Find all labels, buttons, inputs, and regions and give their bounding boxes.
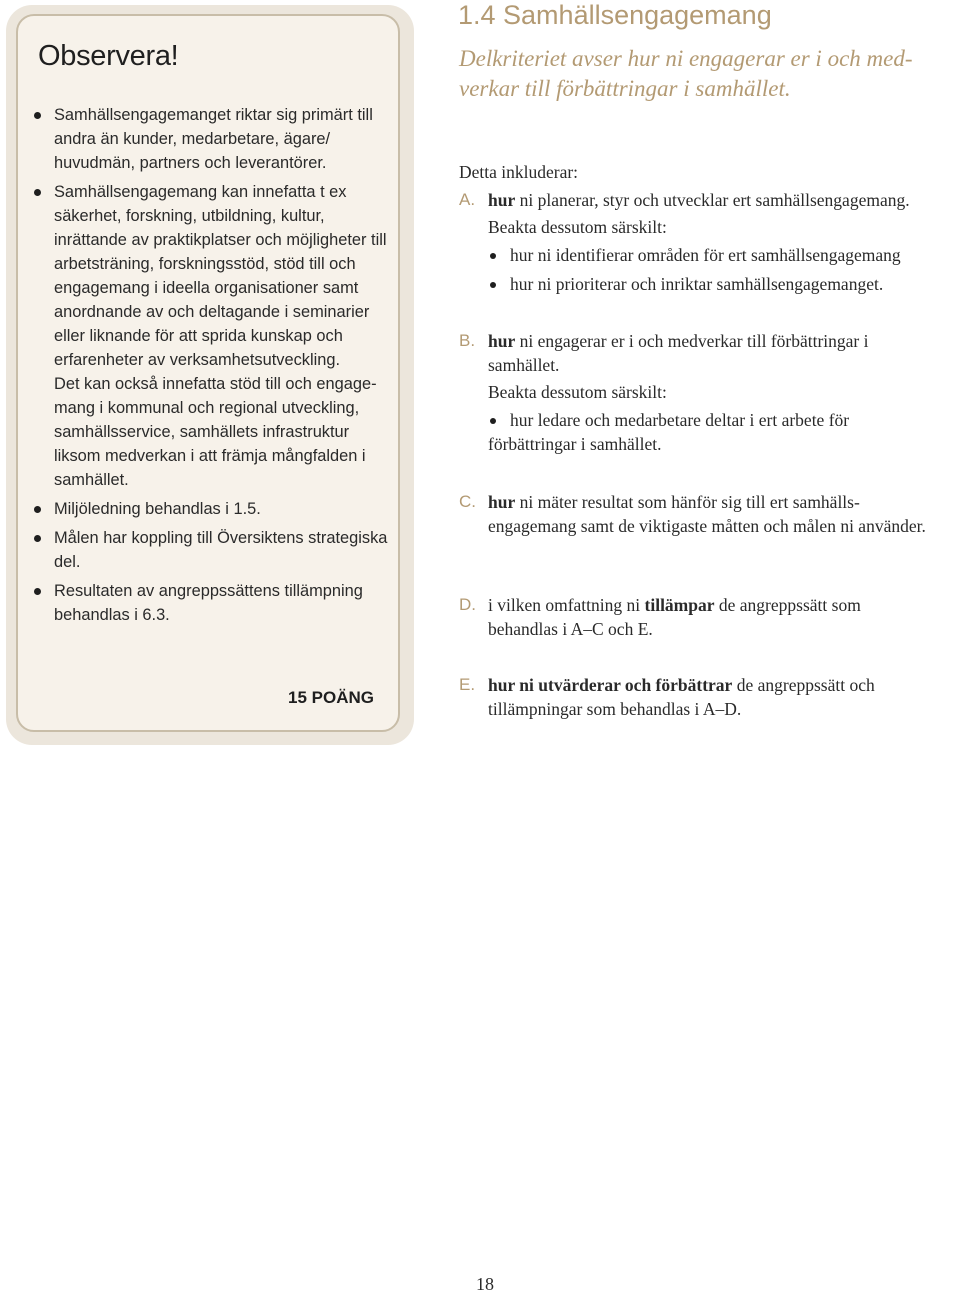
includes-label: Detta inkluderar: [459, 162, 579, 182]
criterion-bold: hur [488, 331, 516, 351]
list-item: hur ni identifierar områden för ert samhällsengagemang [488, 243, 929, 267]
criterion-letter: E. [459, 675, 476, 694]
list-item [34, 103, 396, 175]
bullet-icon [34, 189, 41, 196]
section-title: 1.4 Samhällsengagemang [458, 0, 772, 30]
page-number: 18 [476, 1274, 494, 1294]
criterion-bold: hur [488, 190, 516, 210]
criterion-letter: C. [459, 492, 476, 511]
observera-list [34, 103, 396, 632]
bullet-icon [490, 418, 496, 424]
bullet-icon [34, 506, 41, 513]
criterion-text: hur ni utvärderar och förbättrar de angreppssätt och tillämpningar som behandlas i A–D. [488, 675, 875, 719]
list-item-text: Samhällsengagemang kan innefatta t ex säkerhet, forskning, utbildning, kultur, inrättande av praktikplatser och möjligheter till arbetsträning, forskningsstöd, stöd till och engagemang i ideella organisationer samt anordnande av och deltagande i seminarier eller liknande för att sprida kunskap och erfarenheter av verksamhetsutveckling. [54, 183, 387, 369]
bullet-icon [490, 282, 496, 288]
list-item-text: Målen har koppling till Översiktens strategiska del. [54, 529, 388, 571]
criterion-bold: hur ni utvärderar och förbättrar [488, 675, 733, 695]
criterion-letter: B. [459, 331, 476, 350]
bullet-icon [34, 588, 41, 595]
list-item [34, 526, 396, 574]
list-item [34, 180, 396, 492]
criterion-bold: tillämpar [644, 595, 715, 615]
list-item-continuation: Det kan också innefatta stöd till och engage-mang i kommunal och regional utveckling, samhällsservice, samhällets infrastruktur liksom medverkan i att främja mångfalden i samhället. [54, 375, 377, 489]
bullet-icon [34, 112, 41, 119]
list-item [34, 497, 396, 521]
bullet-icon [490, 253, 496, 259]
observera-title: Observera! [38, 40, 179, 72]
criterion-c [459, 490, 929, 538]
criterion-bullets [488, 243, 929, 296]
list-item-text: Miljöledning behandlas i 1.5. [54, 500, 261, 518]
criterion-letter: D. [459, 595, 476, 614]
criterion-bullets [488, 408, 929, 456]
criterion-b [459, 329, 929, 461]
criterion-text: hur ni mäter resultat som hänför sig till ert samhälls-engagemang samt de viktigaste måtten och målen ni använder. [488, 492, 926, 536]
criterion-bold: hur [488, 492, 516, 512]
criterion-letter: A. [459, 190, 476, 209]
list-item: hur ni prioriterar och inriktar samhällsengagemanget. [488, 272, 929, 296]
section-subtitle: Delkriteriet avser hur ni engagerar er i och med-verkar till förbättringar i samhället. [459, 46, 913, 101]
list-item-text: Resultaten av angreppssättens tillämpning behandlas i 6.3. [54, 582, 363, 624]
criterion-text: hur ni planerar, styr och utvecklar ert samhällsengagemang. [488, 190, 910, 210]
criterion-note: Beakta dessutom särskilt: [488, 382, 667, 402]
list-item [34, 579, 396, 627]
criterion-d [459, 593, 929, 641]
bullet-icon [34, 535, 41, 542]
points-label: 15 POÄNG [288, 688, 374, 707]
criterion-text: i vilken omfattning ni tillämpar de angreppssätt som behandlas i A–C och E. [488, 595, 861, 639]
criterion-text: hur ni engagerar er i och medverkar till förbättringar i samhället. [488, 331, 869, 375]
criterion-a [459, 188, 929, 301]
criterion-e [459, 673, 929, 721]
list-item-text: Samhällsengagemanget riktar sig primärt till andra än kunder, medarbetare, ägare/ huvudmän, partners och leverantörer. [54, 106, 373, 172]
criterion-note: Beakta dessutom särskilt: [488, 217, 667, 237]
list-item: hur ledare och medarbetare deltar i ert arbete för förbättringar i samhället. [488, 410, 850, 454]
